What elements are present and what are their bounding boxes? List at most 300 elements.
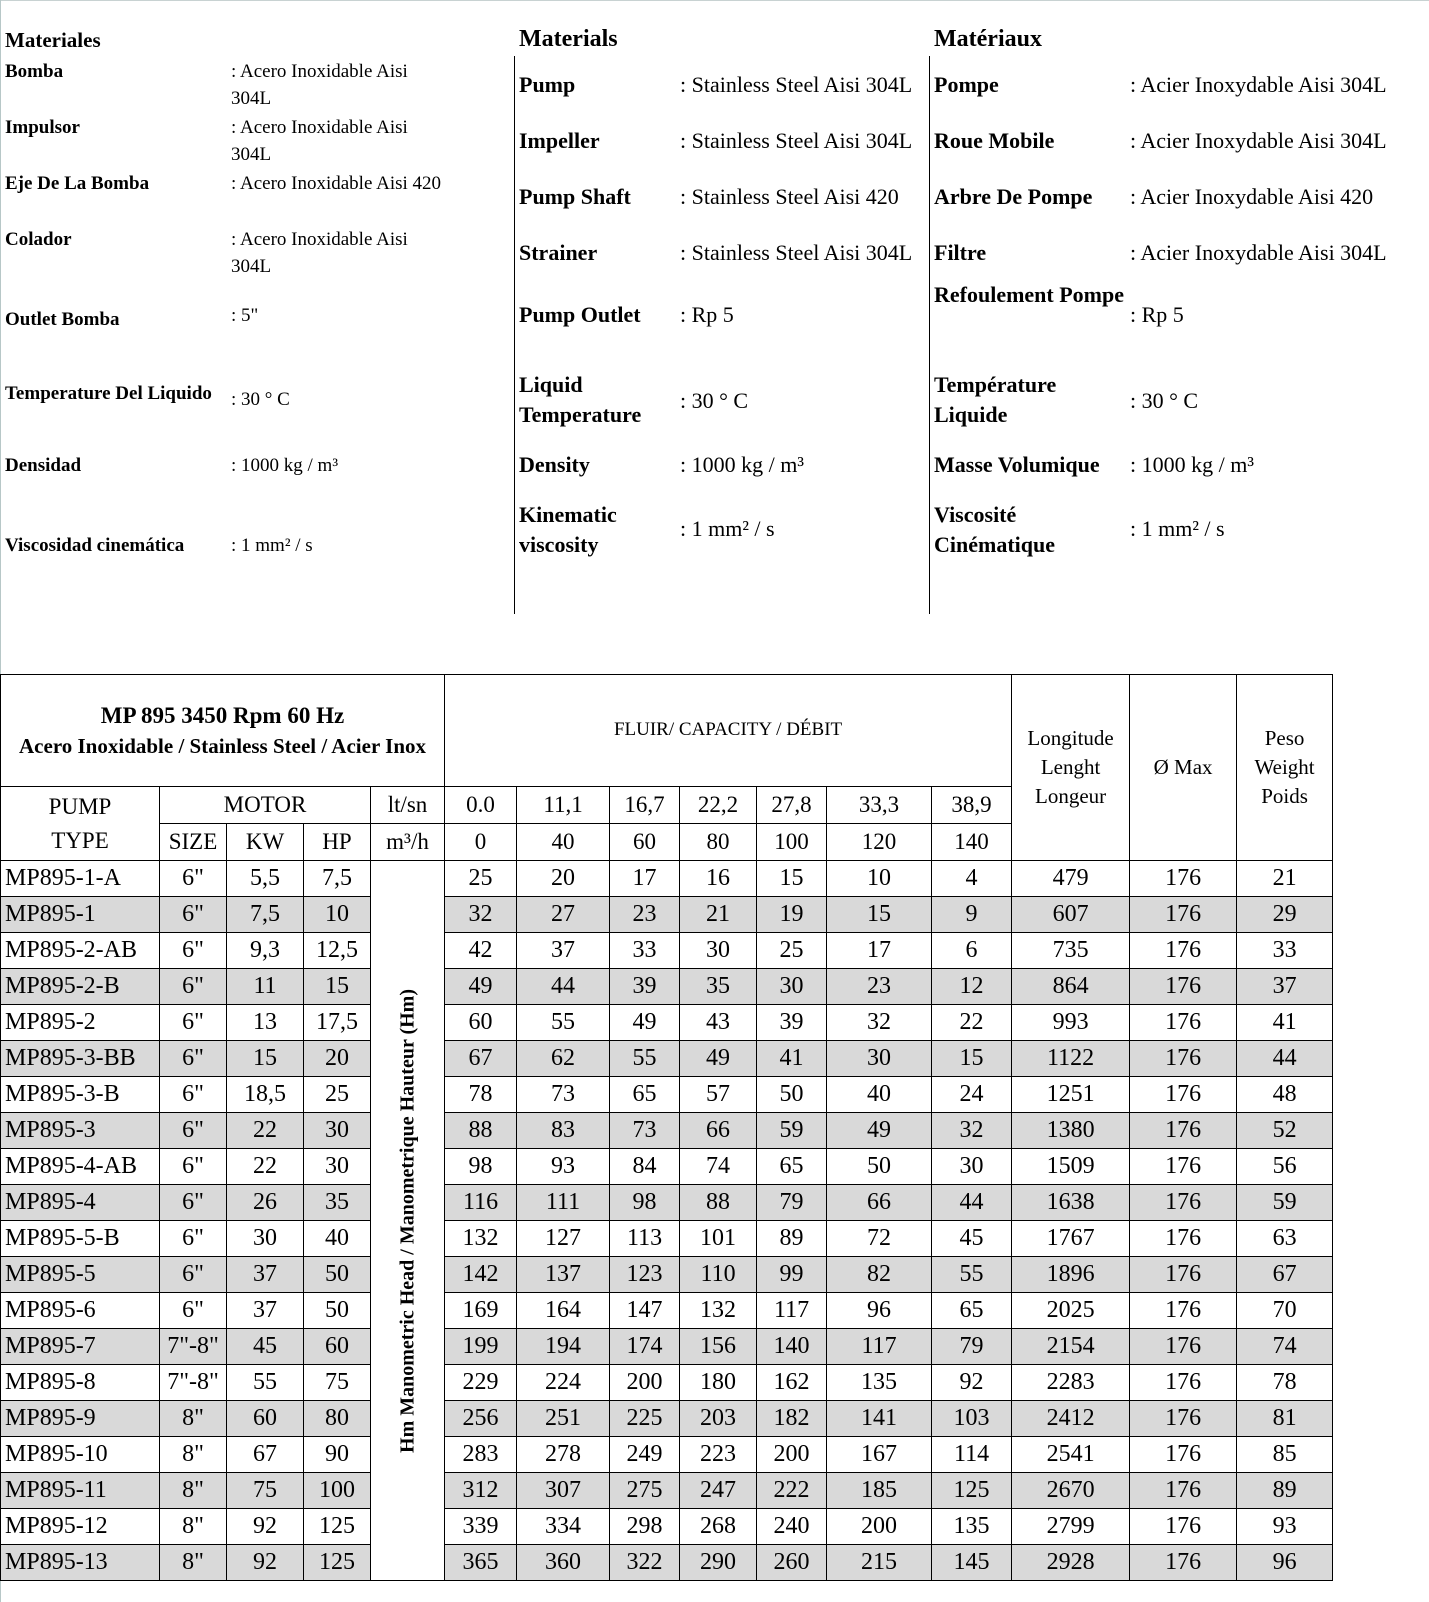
head-value-cell: 93 [517,1149,610,1185]
weight-cell: 74 [1237,1329,1333,1365]
materials-en-value: : 30 ° C [680,388,749,413]
length-cell: 2154 [1012,1329,1130,1365]
motor-size-cell: 6" [160,1293,227,1329]
head-value-cell: 17 [827,933,932,969]
head-value-cell: 103 [932,1401,1012,1437]
motor-size-cell: 6" [160,1221,227,1257]
materials-fr-value: : Acier Inoxydable Aisi 304L [1130,128,1387,153]
head-value-cell: 20 [517,861,610,897]
motor-hp-cell: 100 [304,1473,371,1509]
table-row [1,1293,1333,1329]
materials-es-value: : Acero Inoxidable Aisi 304L [231,61,408,109]
motor-kw-cell: 60 [227,1401,304,1437]
lts-value-0: 0.0 [445,787,517,824]
head-value-cell: 215 [827,1545,932,1581]
head-value-cell: 43 [680,1005,757,1041]
head-value-cell: 30 [932,1149,1012,1185]
head-value-cell: 312 [445,1473,517,1509]
pump-type-cell: MP895-13 [1,1545,160,1581]
head-value-cell: 15 [932,1041,1012,1077]
head-value-cell: 66 [680,1113,757,1149]
lts-value-6: 38,9 [932,787,1012,824]
head-value-cell: 22 [932,1005,1012,1041]
head-value-cell: 10 [827,861,932,897]
diameter-cell: 176 [1130,1185,1237,1221]
pump-type-cell: MP895-6 [1,1293,160,1329]
head-value-cell: 32 [827,1005,932,1041]
head-value-cell: 156 [680,1329,757,1365]
table-row [1,1329,1333,1365]
head-value-cell: 55 [517,1005,610,1041]
materials-fr-label: Refoulement Pompe [934,282,1125,307]
diameter-cell: 176 [1130,1257,1237,1293]
head-value-cell: 17 [610,861,680,897]
motor-hp-cell: 125 [304,1509,371,1545]
pump-type-cell: MP895-1-A [1,861,160,897]
motor-kw-cell: 22 [227,1113,304,1149]
weight-header-text: Peso Weight Poids [1254,726,1315,808]
motor-size-cell: 6" [160,1005,227,1041]
table-row [1,1365,1333,1401]
motor-kw-cell: 37 [227,1257,304,1293]
motor-kw-cell: 30 [227,1221,304,1257]
head-value-cell: 44 [932,1185,1012,1221]
pump-type-cell: MP895-1 [1,897,160,933]
diameter-cell: 176 [1130,1041,1237,1077]
materials-en-value: : Stainless Steel Aisi 304L [680,72,913,97]
head-value-cell: 249 [610,1437,680,1473]
motor-size-cell: 8" [160,1473,227,1509]
diameter-cell: 176 [1130,933,1237,969]
weight-cell: 63 [1237,1221,1333,1257]
pump-type-cell: MP895-7 [1,1329,160,1365]
table-row [1,933,1333,969]
head-value-cell: 88 [445,1113,517,1149]
motor-size-cell: 8" [160,1437,227,1473]
pump-type-cell: MP895-11 [1,1473,160,1509]
materials-es-label: Outlet Bomba [5,309,120,330]
length-cell: 2799 [1012,1509,1130,1545]
diameter-cell: 176 [1130,1545,1237,1581]
materials-es-label: Impulsor [5,117,80,138]
head-value-cell: 32 [445,897,517,933]
head-value-cell: 55 [932,1257,1012,1293]
length-cell: 2025 [1012,1293,1130,1329]
diameter-cell: 176 [1130,1365,1237,1401]
weight-cell: 78 [1237,1365,1333,1401]
manometric-head-label-cell [371,861,445,1581]
m3h-value-2: 60 [610,824,680,861]
weight-cell: 89 [1237,1473,1333,1509]
materials-es-label: Colador [5,229,72,250]
table-row [1,1437,1333,1473]
head-value-cell: 4 [932,861,1012,897]
head-value-cell: 298 [610,1509,680,1545]
head-value-cell: 256 [445,1401,517,1437]
motor-size-cell: 7"-8" [160,1365,227,1401]
materials-es-value: : 1000 kg / m³ [231,455,339,476]
head-value-cell: 200 [610,1365,680,1401]
motor-size-cell: 6" [160,1257,227,1293]
head-value-cell: 60 [445,1005,517,1041]
head-value-cell: 135 [932,1509,1012,1545]
materials-fr-value: : Acier Inoxydable Aisi 304L [1130,240,1387,265]
head-value-cell: 25 [757,933,827,969]
weight-cell: 93 [1237,1509,1333,1545]
motor-size-cell: 7"-8" [160,1329,227,1365]
head-value-cell: 19 [757,897,827,933]
head-value-cell: 79 [757,1185,827,1221]
head-value-cell: 65 [932,1293,1012,1329]
head-value-cell: 123 [610,1257,680,1293]
head-value-cell: 98 [445,1149,517,1185]
weight-cell: 67 [1237,1257,1333,1293]
materials-en-label: Pump Outlet [519,302,641,327]
materials-fr-value: : 30 ° C [1130,388,1199,413]
head-value-cell: 49 [445,969,517,1005]
materials-en-title: Materials [519,26,618,52]
motor-size-cell: 6" [160,1077,227,1113]
motor-size-cell: 6" [160,1041,227,1077]
materials-es-label: Temperature Del Liquido [5,383,212,404]
head-value-cell: 12 [932,969,1012,1005]
head-value-cell: 42 [445,933,517,969]
head-value-cell: 72 [827,1221,932,1257]
materials-es-value: : Acero Inoxidable Aisi 304L [231,229,408,277]
table-row [1,1545,1333,1581]
head-value-cell: 6 [932,933,1012,969]
head-value-cell: 32 [932,1113,1012,1149]
motor-kw-cell: 15 [227,1041,304,1077]
length-cell: 2670 [1012,1473,1130,1509]
materials-fr [929,26,1429,614]
head-value-cell: 21 [680,897,757,933]
head-value-cell: 247 [680,1473,757,1509]
materials-en-value: : Stainless Steel Aisi 304L [680,128,913,153]
table-row [1,1041,1333,1077]
m3h-value-6: 140 [932,824,1012,861]
materials-en-value: : Stainless Steel Aisi 304L [680,240,913,265]
head-value-cell: 142 [445,1257,517,1293]
motor-hp-cell: 80 [304,1401,371,1437]
motor-kw-cell: 75 [227,1473,304,1509]
motor-hp-cell: 17,5 [304,1005,371,1041]
table-row [1,1185,1333,1221]
motor-size-cell: 6" [160,933,227,969]
head-value-cell: 125 [932,1473,1012,1509]
diameter-cell: 176 [1130,897,1237,933]
size-header: SIZE [160,824,227,861]
length-cell: 993 [1012,1005,1130,1041]
length-cell: 1122 [1012,1041,1130,1077]
materials-fr-label: Arbre De Pompe [934,184,1093,209]
head-value-cell: 30 [757,969,827,1005]
head-value-cell: 40 [827,1077,932,1113]
materials-fr-label: Température Liquide [934,372,1057,427]
head-value-cell: 16 [680,861,757,897]
diameter-cell: 176 [1130,1221,1237,1257]
head-value-cell: 23 [610,897,680,933]
head-value-cell: 140 [757,1329,827,1365]
head-value-cell: 24 [932,1077,1012,1113]
motor-kw-cell: 92 [227,1545,304,1581]
motor-hp-cell: 30 [304,1113,371,1149]
head-value-cell: 224 [517,1365,610,1401]
head-value-cell: 164 [517,1293,610,1329]
head-value-cell: 88 [680,1185,757,1221]
diameter-cell: 176 [1130,1113,1237,1149]
head-value-cell: 99 [757,1257,827,1293]
diameter-header: Ø Max [1130,675,1237,861]
motor-hp-cell: 15 [304,969,371,1005]
diameter-cell: 176 [1130,1437,1237,1473]
head-value-cell: 200 [757,1437,827,1473]
head-value-cell: 275 [610,1473,680,1509]
head-value-cell: 92 [932,1365,1012,1401]
kw-header: KW [227,824,304,861]
head-value-cell: 89 [757,1221,827,1257]
head-value-cell: 200 [827,1509,932,1545]
motor-size-cell: 8" [160,1545,227,1581]
materials-fr-label: Viscosité Cinématique [934,502,1055,557]
materials-es-value: : 30 ° C [231,389,290,410]
table-row [1,1149,1333,1185]
length-cell: 479 [1012,861,1130,897]
length-header [1012,675,1130,861]
pump-type-cell: MP895-3-B [1,1077,160,1113]
diameter-cell: 176 [1130,1329,1237,1365]
table-row [1,1509,1333,1545]
head-value-cell: 27 [517,897,610,933]
weight-cell: 33 [1237,933,1333,969]
pump-type-cell: MP895-12 [1,1509,160,1545]
motor-hp-cell: 60 [304,1329,371,1365]
head-value-cell: 15 [757,861,827,897]
head-value-cell: 260 [757,1545,827,1581]
length-cell: 1380 [1012,1113,1130,1149]
pump-type-cell: MP895-3-BB [1,1041,160,1077]
weight-cell: 41 [1237,1005,1333,1041]
weight-cell: 37 [1237,969,1333,1005]
head-value-cell: 174 [610,1329,680,1365]
head-value-cell: 66 [827,1185,932,1221]
head-value-cell: 65 [757,1149,827,1185]
head-value-cell: 132 [445,1221,517,1257]
length-header-text: Longitude Lenght Longeur [1027,726,1114,808]
materials-fr-label: Pompe [934,72,999,97]
head-value-cell: 322 [610,1545,680,1581]
head-value-cell: 62 [517,1041,610,1077]
motor-kw-cell: 9,3 [227,933,304,969]
materials-es-value: : Acero Inoxidable Aisi 304L [231,117,408,165]
diameter-cell: 176 [1130,861,1237,897]
head-value-cell: 96 [827,1293,932,1329]
pump-type-header-text: PUMP TYPE [48,793,112,853]
head-value-cell: 113 [610,1221,680,1257]
lts-value-2: 16,7 [610,787,680,824]
motor-size-cell: 6" [160,1185,227,1221]
weight-cell: 44 [1237,1041,1333,1077]
weight-cell: 96 [1237,1545,1333,1581]
length-cell: 1251 [1012,1077,1130,1113]
materials-en-value: : Stainless Steel Aisi 420 [680,184,899,209]
motor-size-cell: 6" [160,897,227,933]
diameter-cell: 176 [1130,969,1237,1005]
motor-kw-cell: 26 [227,1185,304,1221]
table-row [1,1113,1333,1149]
pump-type-cell: MP895-8 [1,1365,160,1401]
head-value-cell: 110 [680,1257,757,1293]
materials-es-label: Bomba [5,61,64,82]
head-value-cell: 147 [610,1293,680,1329]
materials-fr-value: : Acier Inoxydable Aisi 420 [1130,184,1374,209]
weight-cell: 85 [1237,1437,1333,1473]
head-value-cell: 137 [517,1257,610,1293]
materials-en-label: Impeller [519,128,600,153]
head-value-cell: 334 [517,1509,610,1545]
motor-header: MOTOR [160,787,371,824]
diameter-cell: 176 [1130,1077,1237,1113]
pump-type-cell: MP895-10 [1,1437,160,1473]
motor-kw-cell: 7,5 [227,897,304,933]
diameter-cell: 176 [1130,1509,1237,1545]
motor-hp-cell: 25 [304,1077,371,1113]
m3h-value-1: 40 [517,824,610,861]
head-value-cell: 199 [445,1329,517,1365]
head-value-cell: 39 [757,1005,827,1041]
materials-en [514,26,929,614]
motor-hp-cell: 90 [304,1437,371,1473]
materials-en-value: : Rp 5 [680,302,734,327]
table-subtitle: Acero Inoxidable / Stainless Steel / Acier Inox [19,734,426,758]
head-value-cell: 50 [827,1149,932,1185]
motor-hp-cell: 30 [304,1149,371,1185]
table-row [1,1401,1333,1437]
head-value-cell: 117 [827,1329,932,1365]
motor-hp-cell: 35 [304,1185,371,1221]
materials-es-title: Materiales [5,28,101,52]
materials-en-label: Pump Shaft [519,184,631,209]
motor-size-cell: 8" [160,1509,227,1545]
length-cell: 2412 [1012,1401,1130,1437]
pump-type-cell: MP895-9 [1,1401,160,1437]
pump-table [0,674,1333,1581]
materials-fr-value: : Acier Inoxydable Aisi 304L [1130,72,1387,97]
motor-kw-cell: 37 [227,1293,304,1329]
head-value-cell: 268 [680,1509,757,1545]
motor-size-cell: 6" [160,1149,227,1185]
lts-value-5: 33,3 [827,787,932,824]
head-value-cell: 39 [610,969,680,1005]
head-value-cell: 229 [445,1365,517,1401]
motor-size-cell: 8" [160,1401,227,1437]
materials-fr-value: : Rp 5 [1130,302,1184,327]
head-value-cell: 141 [827,1401,932,1437]
head-value-cell: 114 [932,1437,1012,1473]
table-title: MP 895 3450 Rpm 60 Hz [100,703,345,728]
materials-en-value: : 1 mm² / s [680,516,775,541]
motor-kw-cell: 45 [227,1329,304,1365]
m3h-value-4: 100 [757,824,827,861]
weight-cell: 21 [1237,861,1333,897]
length-cell: 1767 [1012,1221,1130,1257]
head-value-cell: 194 [517,1329,610,1365]
motor-kw-cell: 11 [227,969,304,1005]
motor-kw-cell: 67 [227,1437,304,1473]
diameter-cell: 176 [1130,1473,1237,1509]
head-value-cell: 84 [610,1149,680,1185]
m3h-unit: m³/h [371,824,445,861]
head-value-cell: 73 [517,1077,610,1113]
materials-es-label: Viscosidad cinemática [5,535,185,556]
head-value-cell: 59 [757,1113,827,1149]
head-value-cell: 82 [827,1257,932,1293]
head-value-cell: 57 [680,1077,757,1113]
table-row [1,1221,1333,1257]
head-value-cell: 79 [932,1329,1012,1365]
head-value-cell: 30 [827,1041,932,1077]
materials-fr-title: Matériaux [934,26,1042,52]
head-value-cell: 65 [610,1077,680,1113]
motor-kw-cell: 55 [227,1365,304,1401]
materials-fr-label: Filtre [934,240,987,265]
head-value-cell: 182 [757,1401,827,1437]
weight-cell: 59 [1237,1185,1333,1221]
head-value-cell: 135 [827,1365,932,1401]
head-value-cell: 23 [827,969,932,1005]
motor-hp-cell: 12,5 [304,933,371,969]
head-value-cell: 132 [680,1293,757,1329]
lts-value-3: 22,2 [680,787,757,824]
head-value-cell: 180 [680,1365,757,1401]
head-value-cell: 278 [517,1437,610,1473]
motor-kw-cell: 5,5 [227,861,304,897]
weight-cell: 52 [1237,1113,1333,1149]
head-value-cell: 283 [445,1437,517,1473]
pump-type-cell: MP895-2-AB [1,933,160,969]
head-value-cell: 74 [680,1149,757,1185]
pump-type-header [1,787,160,861]
materials-en-label: Liquid Temperature [519,372,642,427]
pump-type-cell: MP895-2 [1,1005,160,1041]
motor-hp-cell: 50 [304,1293,371,1329]
head-value-cell: 203 [680,1401,757,1437]
pump-type-cell: MP895-4-AB [1,1149,160,1185]
head-value-cell: 83 [517,1113,610,1149]
motor-size-cell: 6" [160,969,227,1005]
head-value-cell: 307 [517,1473,610,1509]
motor-kw-cell: 18,5 [227,1077,304,1113]
motor-hp-cell: 10 [304,897,371,933]
materials-es-label: Eje De La Bomba [5,173,150,194]
head-value-cell: 55 [610,1041,680,1077]
materials-es-value: : 1 mm² / s [231,535,313,556]
head-value-cell: 116 [445,1185,517,1221]
materials-en-label: Pump [519,72,576,97]
materials-fr-value: : 1 mm² / s [1130,516,1225,541]
head-value-cell: 78 [445,1077,517,1113]
motor-kw-cell: 92 [227,1509,304,1545]
head-value-cell: 240 [757,1509,827,1545]
length-cell: 1896 [1012,1257,1130,1293]
length-cell: 2283 [1012,1365,1130,1401]
length-cell: 735 [1012,933,1130,969]
motor-kw-cell: 13 [227,1005,304,1041]
head-value-cell: 101 [680,1221,757,1257]
head-value-cell: 339 [445,1509,517,1545]
table-row [1,1257,1333,1293]
materials-en-label: Strainer [519,240,598,265]
